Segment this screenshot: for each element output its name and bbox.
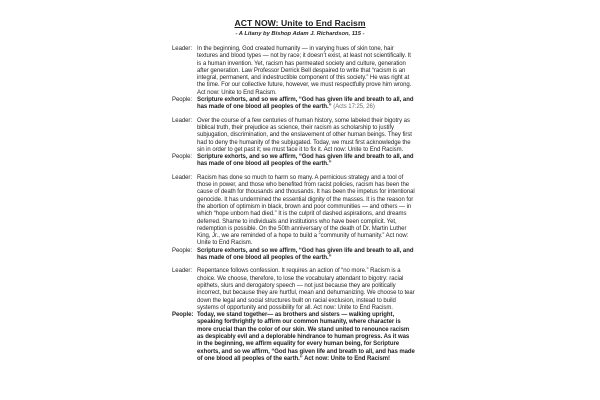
entry-role-label: People: [172, 97, 192, 104]
entry-text [197, 46, 415, 97]
litany-entry [172, 46, 600, 97]
entry-main-text: Scripture exhorts, and so we affirm, “God has given life and breath to all, and has made of one blood all peoples of the earth.” [197, 97, 414, 111]
entry-scripture-citation: (Acts 17:25, 26) [331, 104, 375, 111]
entry-role-label: Leader: [172, 268, 192, 275]
entry-text [197, 248, 415, 263]
entry-text [197, 312, 415, 363]
entry-role-label: Leader: [172, 174, 192, 181]
entry-main-text: Repentance follows confession. It requires an action of “no more.” Racism is a choice. We choose, therefore, to lose the vocabulary attendant to bigotry: racial epithets, slurs and derogatory speech — not just because they are politically incorrect, but because they are hurtful, mean and dehumanizing. We choose to tear down the legal and social structures built on racial exclusion, instead to build systems of opportunity and possibility for all. Act now: Unite to End Racism. [197, 268, 415, 311]
litany-entries [0, 46, 600, 363]
entry-text [197, 97, 415, 112]
entry-text [197, 154, 415, 169]
entry-main-text: Racism has done so much to harm so many. A pernicious strategy and a tool of those in power, and those who benefited from racist policies, racism has been the cause of death for thousands and thousands. It has been the impetus for intentional genocide. It has undermined the essential dignity of the masses. It is the reason for the abortion of optimism in black, brown and poor communities — and others — in which “hope unborn had died.” It is the culprit of dashed aspirations, and dreams deferred. Shame to individuals and institutions who have been complicit. Yet, redemption is possible. On the 50th anniversary of the death of Dr. Martin Luther King, Jr., we are reminded of a hope to build a “community of humanity.” Act now: Unite to End Racism. [197, 174, 415, 247]
entry-role-label: People: [172, 312, 194, 319]
entry-role-label: Leader: [172, 46, 192, 52]
entry-main-text: Today, we stand together— as brothers and sisters — walking upright, speaking forthrightly to affirm our common humanity, where character is more crucial than the color of our skin. We stand united to renounce racism as despicably evil and a deplorable hindrance to human progress. As it was in the beginning, we affirm equality for every human being, for Scripture exhorts, and so we affirm, “God has given life and breath to all, and has made of one blood all peoples of the earth.” Act now: Unite to End Racism! [197, 312, 415, 362]
litany-entry [172, 248, 600, 263]
entry-role-label: People: [172, 154, 192, 161]
litany-entry [172, 154, 600, 169]
litany-entry [172, 268, 600, 312]
document-title: ACT NOW: Unite to End Racism [234, 18, 366, 28]
litany-entry [172, 118, 600, 154]
entry-main-text: Scripture exhorts, and so we affirm, “God has given life and breath to all, and has made of one blood all peoples of the earth.” [197, 247, 414, 262]
entry-role-label: People: [172, 247, 192, 254]
entry-role-label: Leader: [172, 117, 192, 124]
litany-entry [172, 175, 600, 248]
entry-text [197, 118, 415, 154]
document-subtitle: - A Litany by Bishop Adam J. Richardson, 115 - [235, 31, 365, 37]
litany-entry [172, 97, 600, 112]
entry-main-text: Scripture exhorts, and so we affirm, “God has given life and breath to all, and has made of one blood all peoples of the earth.” [197, 154, 414, 168]
entry-text [197, 175, 415, 248]
litany-entry [172, 312, 600, 363]
entry-main-text: In the beginning, God created humanity — in varying hues of skin tone, hair textures and blood types — not by race; it doesn’t exist, at least not scientifically. It is a human invention. Yet, racism has permeated society and culture, generation after generation. Law Professor Derrick Bell despaired to write that “racism is an integral, permanent, and indestructible component of this society.” He was right at the time. For our collective future, however, we must respectfully prove him wrong. Act now: Unite to End Racism. [197, 46, 412, 96]
entry-text [197, 268, 415, 312]
entry-main-text: Over the course of a few centuries of human history, some labeled their bigotry as biblical truth, their prejudice as science, their racism as scholarship to justify subjugation, discrimination, and the enslavement of other human beings. They first had to deny the humanity of the subjugated. Today, we must first acknowledge the sin in order to get past it; we must face it to fix it. Act now: Unite to End Racism. [197, 117, 412, 153]
